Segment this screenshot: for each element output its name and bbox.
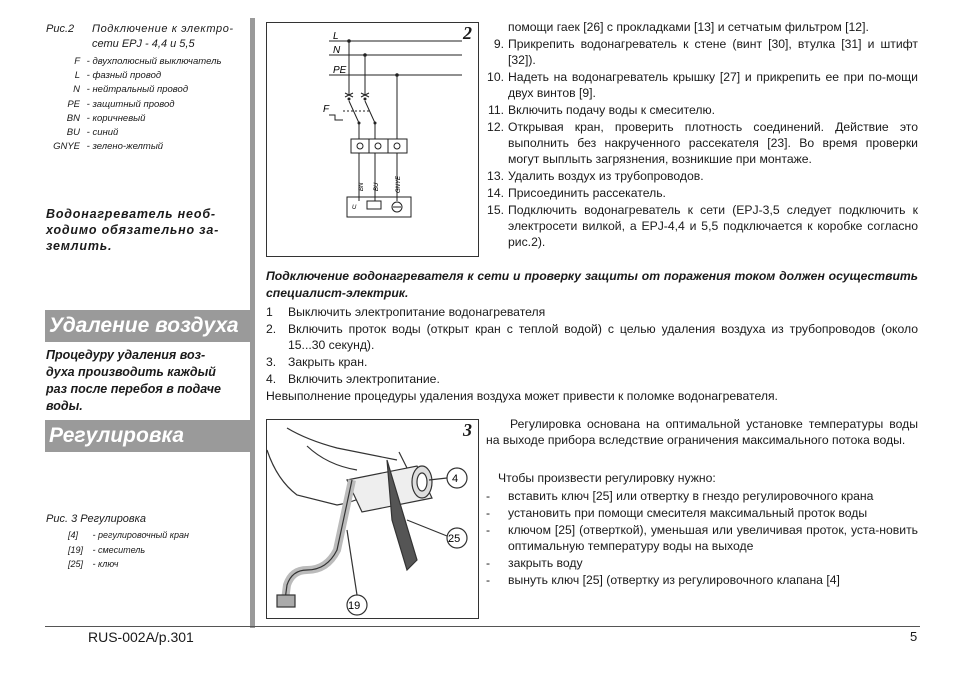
fig3-caption: Рис. 3 Регулировка [46,513,146,525]
label-gnye: GNYE [396,175,402,193]
section-title-regulation: Регулировка [45,420,250,452]
sidebar-divider [250,18,255,628]
legend-item [40,55,222,68]
list-item [486,119,918,167]
list-item [486,572,918,588]
label-bn: BN [359,182,365,191]
list-item-number: 10. [487,70,504,84]
label-f: F [323,104,330,115]
legend-item [40,112,145,125]
label-bu: BU [374,182,380,191]
footer-doc-id: RUS-002A/p.301 [88,629,194,645]
regulation-steps-list [486,488,918,589]
list-item-number: 1 [266,305,273,319]
air-note-line1: Процедуру удаления воз- [46,348,206,362]
legend-key: BN [66,112,80,124]
list-item [266,354,918,370]
list-item-text: Подключить водонагреватель к сети (EPJ-3,5 следует подключить к электросети вилкой, а EPJ-4,4 и 5,5 подключается к коробке согласно рис.2). [508,203,918,249]
list-item [486,168,918,184]
list-item-number: 2. [266,322,277,336]
legend-separator: - [84,98,93,110]
list-item [486,19,918,35]
list-item [266,371,918,387]
list-item-text: Закрыть кран. [288,355,368,369]
legend-item [68,528,189,542]
figure-2-wiring-diagram [266,22,479,257]
legend-item [40,126,118,139]
list-item-text: вынуть ключ [25] (отвертку из регулировочного клапана [4] [508,573,840,587]
list-item-text: Включить электропитание. [288,372,440,386]
figure-3-number: 3 [463,420,472,440]
list-item-number: 4. [266,372,277,386]
legend-text: ключ [98,559,119,569]
legend-separator: - [90,544,98,555]
air-note-line4: воды. [46,399,83,413]
legend-text: двухполюсный выключатель [92,56,222,67]
legend-text: коричневый [92,112,146,124]
list-item [486,69,918,101]
legend-key: N [73,84,80,96]
air-note-line2: духа производить каждый [46,365,216,379]
legend-key: PE [67,98,80,110]
list-item-number: 13. [487,169,504,183]
legend-separator: - [90,559,98,569]
legend-item [40,98,175,111]
legend-key: BU [66,127,80,138]
list-item [486,505,918,521]
legend-text: синий [92,127,119,138]
fig2-caption-label: Рис.2 [46,23,75,35]
footer-divider [45,626,920,627]
list-item-number: - [486,573,491,587]
legend-item [68,557,118,571]
legend-key: [25] [68,559,84,569]
list-item-text: ключом [25] (отверткой), уменьшая или увеличивая проток, уста-новить оптимальную температуру воды на выходе [508,523,918,553]
wiring-diagram-svg [267,23,478,256]
list-item-text: Прикрепить водонагреватель к стене (винт [30], втулка [31] и штифт [32]). [508,37,918,67]
list-item [486,36,918,68]
air-removal-warning: Невыполнение процедуры удаления воздуха может привести к поломке водонагревателя. [266,389,778,403]
ground-warning-line2: ходимо обязательно за- [46,223,220,237]
list-item-text: установить при помощи смесителя максимальный проток воды [508,506,868,520]
list-item [486,488,918,504]
legend-item [40,83,188,96]
list-item [266,304,918,320]
fig2-caption-line1: Подключение к электро- [92,23,234,35]
legend-item [40,140,163,153]
list-item-number: 12. [487,120,504,134]
list-item-number: 9. [493,37,504,51]
list-item [486,185,918,201]
list-item-number: 15. [487,203,504,217]
legend-separator: - [90,530,98,540]
legend-separator: - [84,84,93,96]
figure-3-regulation [266,419,479,619]
air-note-line3: раз после перебоя в подаче [46,382,221,396]
label-pe: PE [333,65,347,76]
legend-separator: - [84,112,93,124]
legend-key: L [74,70,80,82]
legend-text: защитный провод [92,98,175,110]
list-item-text: помощи гаек [26] с прокладками [13] и сетчатым фильтром [12]. [508,20,869,34]
legend-item [68,543,145,557]
list-item-text: Включить подачу воды к смесителю. [508,103,716,117]
installation-steps-list [486,19,918,251]
list-item-text: вставить ключ [25] или отвертку в гнездо регулировочного крана [508,489,874,503]
list-item [266,321,918,353]
figure-2-number: 2 [463,23,472,43]
section-title-air-removal: Удаление воздуха [45,310,250,342]
regulation-intro: Регулировка основана на оптимальной установке температуры воды на выходе прибора вследствие ограничения максимального потока воды. [486,417,918,447]
sidebar [0,0,260,630]
list-item [486,202,918,250]
electrician-note: Подключение водонагревателя к сети и проверку защиты от поражения током должен осуществить специалист-электрик. [266,269,918,300]
footer-page-number: 5 [910,629,918,644]
list-item [486,522,918,554]
list-item [486,555,918,571]
callout-4: 4 [452,473,459,485]
list-item-number: - [486,556,491,570]
list-item-text: закрыть воду [508,556,583,570]
legend-text: нейтральный провод [92,84,189,96]
legend-separator: - [84,127,93,138]
ground-warning-line3: землить. [46,239,113,253]
air-removal-steps-list [266,304,918,388]
list-item-number: - [486,523,491,537]
list-item-text: Присоединить рассекатель. [508,186,666,200]
list-item-text: Надеть на водонагреватель крышку [27] и прикрепить ее при по-мощи двух винтов [9]. [508,70,918,100]
callout-19: 19 [348,600,361,612]
callout-25: 25 [448,533,461,545]
legend-text: зелено-желтый [92,141,164,153]
legend-separator: - [84,70,93,82]
list-item-text: Выключить электропитание водонагревателя [288,305,546,319]
legend-key: [19] [68,544,84,555]
label-l: L [333,31,339,42]
list-item-number: 14. [487,186,504,200]
regulation-illustration-svg [267,420,478,618]
list-item [486,102,918,118]
list-item-text: Включить проток воды (открыт кран с теплой водой) с целью удаления воздуха из трубопроводов (около 15...30 секунд). [288,322,918,352]
legend-key: [4] [68,530,79,540]
legend-text: смеситель [98,544,146,555]
list-item-number: - [486,489,491,503]
label-u: U [352,205,357,211]
legend-key: F [74,56,80,67]
fig2-caption-line2: сети EPJ - 4,4 и 5,5 [92,38,195,50]
ground-warning-line1: Водонагреватель необ- [46,207,216,221]
legend-item [40,69,161,82]
legend-key: GNYE [53,141,80,153]
legend-text: фазный провод [92,70,162,82]
list-item-text: Удалить воздух из трубопроводов. [508,169,704,183]
label-n: N [333,45,341,56]
list-item-number: 11. [487,103,504,117]
legend-separator: - [84,141,93,153]
list-item-number: - [486,506,491,520]
list-item-text: Открывая кран, проверить плотность соединений. Действие это выполнить без накрученного рассекателя [23]. Во время проверки могут выплыть загрязнения, возникшие при монтаже. [508,120,918,166]
legend-text: регулировочный кран [98,530,189,540]
list-item-number: 3. [266,355,277,369]
legend-separator: - [84,56,93,67]
regulation-lead: Чтобы произвести регулировку нужно: [498,471,716,485]
